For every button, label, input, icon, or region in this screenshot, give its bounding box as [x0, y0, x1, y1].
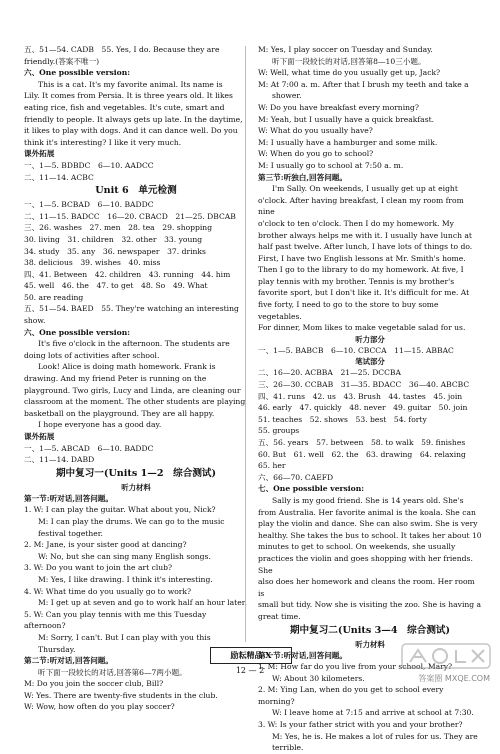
right-line: M: Yes, he is. He makes a lot of rules for us. They are	[272, 731, 478, 741]
left-line: friendly to people. It always gets up late. In the daytime,	[24, 114, 243, 124]
right-line: 46. early 47. quickly 48. never 49. guitar 50. join	[258, 403, 468, 413]
left-line: playground. Two girls, Lucy and Linda, are cleaning our	[24, 385, 241, 395]
right-line: minutes to get to school. On weekends, she usually	[258, 542, 456, 552]
right-line: 笔试部分	[355, 357, 385, 367]
watermark-text: 答案圈 MXQE.COM	[418, 674, 490, 683]
left-line: 三、26. washes 27. men 28. tea 29. shopping	[24, 223, 213, 233]
left-line: M: Yes, I like drawing. I think it's interesting.	[38, 574, 213, 584]
left-line: Lily. It comes from Persia. It is three years old. It likes	[24, 91, 233, 101]
left-line: 六、One possible version:	[24, 68, 131, 78]
right-line: great time.	[258, 611, 301, 621]
right-line: W: I leave home at 7:15 and arrive at school at 7:30.	[272, 708, 474, 718]
left-line: 第一节:听对话,回答问题。	[24, 493, 113, 503]
right-line: 1. M: How far do you live from your school, Mary?	[258, 662, 453, 672]
left-line: 五、51—54. CADB 55. Yes, I do. Because they are	[24, 45, 220, 54]
right-line: 第一节:听对话,回答问题。	[258, 650, 347, 660]
left-line: Unit 6 单元检测	[95, 185, 177, 197]
right-line: W: About 30 kilometers.	[272, 673, 365, 683]
left-line: W: Yes. There are twenty-five students in the club.	[24, 690, 218, 700]
left-line: It's five o'clock in the afternoon. The students are	[38, 339, 230, 349]
left-line: W: No, but she can sing many English songs.	[38, 551, 211, 561]
right-line: play tennis with my brother. Tennis is my brother's	[258, 276, 455, 286]
right-line: o'clock to ten o'clock. Then I do my homework. My	[258, 218, 454, 228]
left-line: friendly.(答案不唯一)	[24, 56, 100, 66]
right-line: 3. W: Is your father strict with you and your brother?	[258, 720, 463, 730]
left-line: drawing. And my friend Peter is running on the	[24, 374, 207, 384]
right-line: 2. M: Ying Lan, when do you get to school every morning?	[258, 685, 446, 706]
left-line: 课外拓展	[24, 432, 55, 441]
left-line: 30. living 31. children 32. other 33. young	[24, 234, 203, 244]
right-line: half past twelve. After lunch, I have lots of things to do.	[258, 242, 473, 252]
right-line: M: At 7:00 a. m. After that I brush my teeth and take a	[258, 79, 469, 89]
right-line: 51. teaches 52. shows 53. best 54. forty	[258, 414, 427, 424]
left-line: eating rice, fish and vegetables. It's cute, smart and	[24, 102, 225, 112]
left-line: 38. delicious 39. wishes 40. miss	[24, 258, 161, 268]
right-line: 七、One possible version:	[258, 484, 365, 494]
left-line: 二、11—14. DABD	[24, 455, 95, 465]
right-line: 55. groups	[258, 426, 300, 436]
right-line: 六、66—70. CAEFD	[258, 472, 334, 482]
left-line: M: Sorry, I can't. But I can play with you this Thursday.	[38, 632, 214, 654]
left-line: 一、1—5. BCBAD 6—10. BADDC	[24, 200, 154, 210]
page-number: 12 — 2	[235, 666, 265, 675]
right-line: W: Do you have breakfast every morning?	[258, 102, 419, 112]
left-line: 第二节:听对话,回答问题。	[24, 656, 113, 666]
right-line: W: What do you usually have?	[258, 126, 373, 136]
left-line: 四、41. Between 42. children 43. running 44. him	[24, 269, 231, 279]
right-line: 听力部分	[355, 334, 385, 344]
right-line: M: I usually go to school at 7:50 a. m.	[258, 160, 404, 170]
right-line: 听力材料	[355, 639, 385, 649]
right-line: 五、56. years 57. between 58. to walk 59. finishes	[258, 438, 466, 447]
right-line: M: Yes, I play soccer on Tuesday and Sunday.	[258, 45, 433, 54]
left-line: Look! Alice is doing math homework. Frank is	[38, 362, 216, 372]
right-line: 第三节:听独白,回答问题。	[258, 172, 347, 182]
left-line: 课外拓展	[24, 149, 55, 159]
column-divider	[245, 46, 246, 642]
right-line: W: When do you go to school?	[258, 149, 374, 159]
left-line: classroom at the moment. The other students are playing	[24, 397, 246, 407]
right-line: Then I go to the library to do my homework. At five, I	[258, 265, 464, 275]
right-line: also does her homework and cleans the room. Her room is	[258, 577, 478, 598]
right-line: favorite sport, but I don't like it. It's difficult for me. At	[258, 288, 470, 298]
right-line: small but tidy. Now she is visiting the zoo. She is having a	[258, 600, 482, 610]
right-line: terrible.	[272, 743, 304, 753]
left-line: basketball on the playground. They are all happy.	[24, 408, 215, 418]
left-line: M: I can play the drums. We can go to the music	[38, 516, 225, 526]
right-line: shower.	[272, 91, 302, 101]
left-line: 六、One possible version:	[24, 327, 131, 337]
right-line: from Australia. Her favorite animal is the koala. She can	[258, 507, 476, 517]
right-line: Sally is my good friend. She is 14 years old. She's	[272, 495, 464, 505]
right-line: 一、1—5. BABCB 6—10. CBCCA 11—15. ABBAC	[258, 345, 454, 355]
left-line: 1. W: I can play the guitar. What about you, Nick?	[24, 505, 216, 515]
left-column	[24, 44, 248, 713]
right-line: 三、26—30. CCBAB 31—35. BDACC 36—40. ABCBC	[258, 380, 470, 390]
left-line: I hope everyone has a good day.	[38, 420, 162, 430]
right-line: five forty, I need to go to the store to buy some vegetables.	[258, 300, 441, 321]
left-line: M: Do you join the soccer club, Bill?	[24, 679, 164, 689]
right-line: 四、41. runs 42. us 43. Brush 44. tastes 45. join	[258, 391, 463, 401]
right-line: practices the violin and goes shopping with her friends. She	[258, 553, 476, 575]
right-line: 二、16—20. ACBBA 21—25. DCCBA	[258, 368, 401, 378]
left-line: W: Wow, how often do you play soccer?	[24, 702, 175, 712]
left-line: doing lots of activities after school.	[24, 350, 160, 360]
left-line: M: I get up at seven and go to work half an hour later.	[38, 598, 247, 608]
left-line: 一、1—5. BDBDC 6—10. AADCC	[24, 160, 154, 170]
left-line: 4. W: What time do you usually go to work?	[24, 586, 192, 596]
right-line: M: I usually have a hamburger and some milk.	[258, 137, 438, 147]
left-line: 听下面一段较长的对话,回答第6—7两小题。	[38, 667, 187, 677]
right-line: For dinner, Mom likes to make vegetable salad for us.	[258, 323, 466, 333]
left-line: think it's interesting? I like it very much.	[24, 137, 182, 147]
right-line: healthy. She takes the bus to school. It takes her about 10	[258, 530, 482, 540]
left-line: 五、51—54. BAED 55. They're watching an interesting	[24, 304, 239, 314]
left-line: 一、1—5. ABCAD 6—10. BADDC	[24, 443, 154, 453]
left-line: 二、11—14. ACBC	[24, 172, 94, 182]
right-line: First, I have two English lessons at Mr. Smith's home.	[258, 253, 466, 263]
right-line: brother always helps me with it. I usually have lunch at	[258, 230, 472, 240]
right-line: 听下面一段较长的对话,回答第8—10三小题。	[272, 56, 426, 66]
left-line: festival together.	[38, 528, 103, 538]
left-line: This is a cat. It's my favorite animal. Its name is	[38, 79, 223, 89]
left-line: 45. well 46. the 47. to get 48. So 49. What	[24, 281, 208, 291]
right-line: I'm Sally. On weekends, I usually get up at eight	[272, 184, 458, 194]
right-line: 65. her	[258, 461, 286, 471]
left-line: 5. W: Can you play tennis with me this Tuesday afternoon?	[24, 609, 209, 631]
left-line: 3. W: Do you want to join the art club?	[24, 563, 173, 573]
right-line: M: Yeah, but I usually have a quick breakfast.	[258, 114, 435, 124]
left-line: 2. M: Jane, is your sister good at dancing?	[24, 540, 187, 550]
left-line: 听力材料	[121, 482, 151, 492]
left-line: show.	[24, 316, 46, 326]
footer-brand: 励耘精品·X	[210, 647, 292, 664]
right-line: 期中复习二(Units 3—4 综合测试)	[289, 624, 451, 636]
right-line: o'clock. After having breakfast, I clean my room from nine	[258, 195, 467, 217]
left-line: 二、11—15. BADCC 16—20. CBACD 21—25. DBCAB	[24, 211, 236, 221]
left-line: 期中复习一(Units 1—2 综合测试)	[55, 467, 217, 479]
right-line: 60. But 61. well 62. the 63. drawing 64. relaxing	[258, 449, 466, 459]
right-line: play the violin and dance. She can also swim. She is very	[258, 519, 478, 529]
left-line: 50. are reading	[24, 292, 84, 302]
left-line: it likes to play with dogs. And it can dance well. Do you	[24, 126, 238, 136]
right-line: W: Well, what time do you usually get up, Jack?	[258, 68, 441, 78]
left-line: 34. study 35. any 36. newspaper 37. drinks	[24, 246, 206, 256]
